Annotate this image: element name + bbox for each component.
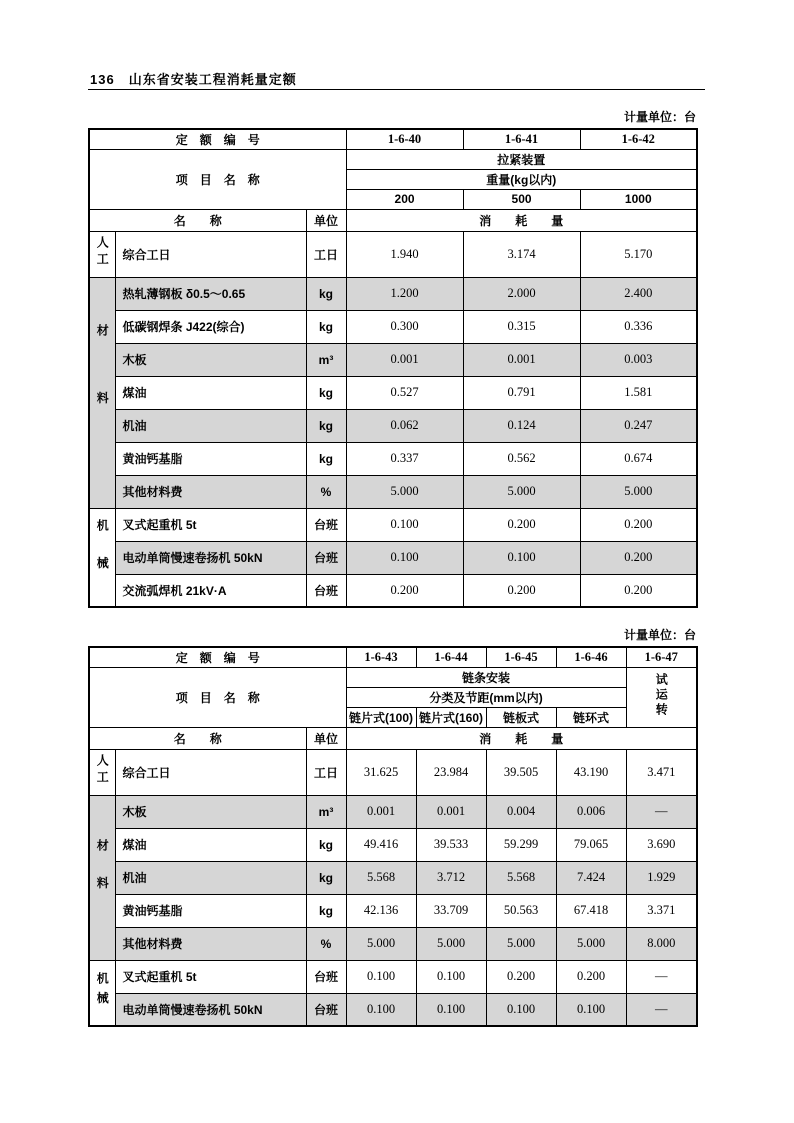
table-row-codes — [89, 129, 697, 149]
unit-cell: 工日 — [306, 231, 346, 277]
item-lastcol-cell — [626, 667, 697, 727]
value-cell: 5.568 — [486, 861, 556, 894]
unit-cell: m³ — [306, 343, 346, 376]
value-cell: 39.505 — [486, 749, 556, 795]
machine-name-cell: 叉式起重机 5t — [115, 508, 306, 541]
quota-code-cell: 1-6-46 — [556, 647, 626, 667]
value-cell: 0.004 — [486, 795, 556, 828]
value-cell: 0.200 — [346, 574, 463, 607]
value-cell: 0.336 — [580, 310, 697, 343]
value-cell: 0.791 — [463, 376, 580, 409]
value-cell: 49.416 — [346, 828, 416, 861]
item-col-cell: 链板式 — [486, 707, 556, 727]
value-cell: 3.690 — [626, 828, 697, 861]
value-cell: 59.299 — [486, 828, 556, 861]
table-row — [89, 343, 697, 376]
material-name-cell: 机油 — [115, 861, 306, 894]
value-cell: 5.000 — [556, 927, 626, 960]
value-cell: 0.200 — [580, 574, 697, 607]
material-name-cell: 煤油 — [115, 828, 306, 861]
unit-header: 单位 — [306, 727, 346, 749]
item-col-cell: 链环式 — [556, 707, 626, 727]
item-col-cell: 500 — [463, 189, 580, 209]
value-cell: 0.200 — [580, 508, 697, 541]
group-label-cell — [89, 508, 115, 607]
value-cell: 42.136 — [346, 894, 416, 927]
machine-name-cell: 电动单筒慢速卷扬机 50kN — [115, 541, 306, 574]
item-col-cell: 1000 — [580, 189, 697, 209]
unit-cell: 台班 — [306, 541, 346, 574]
unit-cell: % — [306, 927, 346, 960]
value-cell: 0.100 — [346, 541, 463, 574]
value-cell: 0.315 — [463, 310, 580, 343]
table-row — [89, 231, 697, 277]
value-cell: 0.100 — [486, 993, 556, 1026]
value-cell: 5.000 — [486, 927, 556, 960]
page-number: 136 — [90, 72, 115, 87]
value-cell: 7.424 — [556, 861, 626, 894]
material-name-cell: 机油 — [115, 409, 306, 442]
unit-cell: kg — [306, 861, 346, 894]
unit-cell: kg — [306, 828, 346, 861]
value-cell: 1.581 — [580, 376, 697, 409]
value-cell: 5.568 — [346, 861, 416, 894]
group-label-cell — [89, 749, 115, 795]
value-cell: 1.200 — [346, 277, 463, 310]
value-cell: 3.471 — [626, 749, 697, 795]
value-cell: 5.000 — [463, 475, 580, 508]
table-row — [89, 310, 697, 343]
item-group-cell: 拉紧装置 — [346, 149, 697, 169]
material-name-cell: 黄油钙基脂 — [115, 442, 306, 475]
machine-name-cell: 叉式起重机 5t — [115, 960, 306, 993]
quota-code-cell: 1-6-41 — [463, 129, 580, 149]
value-cell: 0.062 — [346, 409, 463, 442]
value-cell: — — [626, 795, 697, 828]
value-cell: 0.100 — [346, 508, 463, 541]
item-sub-cell: 重量(kg以内) — [346, 169, 697, 189]
quota-code-cell: 1-6-45 — [486, 647, 556, 667]
quota-code-cell: 1-6-44 — [416, 647, 486, 667]
table-row — [89, 795, 697, 828]
group-label: 人工 — [95, 754, 110, 787]
consumption-header: 消 耗 量 — [346, 727, 697, 749]
material-name-cell: 低碳钢焊条 J422(综合) — [115, 310, 306, 343]
material-name-cell: 热轧薄钢板 δ0.5～0.65 — [115, 277, 306, 310]
quota-table-tensioner — [88, 128, 698, 608]
table-row — [89, 277, 697, 310]
group-label-cell — [89, 231, 115, 277]
unit-cell: kg — [306, 310, 346, 343]
table-row — [89, 508, 697, 541]
value-cell: 2.400 — [580, 277, 697, 310]
material-name-cell: 煤油 — [115, 376, 306, 409]
item-sub-cell: 分类及节距(mm以内) — [346, 687, 626, 707]
unit-cell: kg — [306, 409, 346, 442]
page-header — [90, 69, 297, 88]
machine-name-cell: 电动单筒慢速卷扬机 50kN — [115, 993, 306, 1026]
table-row — [89, 993, 697, 1026]
unit-cell: m³ — [306, 795, 346, 828]
value-cell: 0.001 — [416, 795, 486, 828]
table-row — [89, 927, 697, 960]
value-cell: 79.065 — [556, 828, 626, 861]
header-rule — [88, 89, 705, 90]
group-label: 人工 — [95, 236, 110, 269]
value-cell: 0.001 — [463, 343, 580, 376]
value-cell: 0.100 — [416, 993, 486, 1026]
item-name-label: 项 目 名 称 — [89, 149, 346, 209]
value-cell: 1.940 — [346, 231, 463, 277]
item-group-cell: 链条安装 — [346, 667, 626, 687]
material-name-cell: 黄油钙基脂 — [115, 894, 306, 927]
group-label-cell — [89, 795, 115, 960]
material-name-cell: 其他材料费 — [115, 927, 306, 960]
machine-name-cell: 交流弧焊机 21kV·A — [115, 574, 306, 607]
table-row — [89, 574, 697, 607]
table-row — [89, 409, 697, 442]
value-cell: 0.100 — [346, 960, 416, 993]
value-cell: 0.100 — [463, 541, 580, 574]
value-cell: 31.625 — [346, 749, 416, 795]
unit-header: 单位 — [306, 209, 346, 231]
material-name-cell: 其他材料费 — [115, 475, 306, 508]
item-name-label: 项 目 名 称 — [89, 667, 346, 727]
value-cell: 0.001 — [346, 795, 416, 828]
value-cell: 0.124 — [463, 409, 580, 442]
material-name-cell: 木板 — [115, 343, 306, 376]
table-row — [89, 960, 697, 993]
value-cell: 5.000 — [346, 475, 463, 508]
value-cell: 0.674 — [580, 442, 697, 475]
value-cell: 39.533 — [416, 828, 486, 861]
value-cell: 8.000 — [626, 927, 697, 960]
value-cell: 0.562 — [463, 442, 580, 475]
value-cell: 3.174 — [463, 231, 580, 277]
material-name-cell: 综合工日 — [115, 749, 306, 795]
unit-cell: 台班 — [306, 960, 346, 993]
table-row — [89, 828, 697, 861]
unit-cell: kg — [306, 894, 346, 927]
group-label: 机械 — [95, 518, 110, 593]
table-row-item — [89, 667, 697, 687]
value-cell: 0.200 — [580, 541, 697, 574]
value-cell: 50.563 — [486, 894, 556, 927]
quota-code-cell: 1-6-42 — [580, 129, 697, 149]
group-label: 材料 — [95, 838, 110, 914]
value-cell: 0.527 — [346, 376, 463, 409]
value-cell: 43.190 — [556, 749, 626, 795]
value-cell: 1.929 — [626, 861, 697, 894]
value-cell: 5.000 — [346, 927, 416, 960]
group-label: 材料 — [95, 323, 110, 459]
unit-note-table1: 计量单位：台 — [623, 110, 696, 124]
value-cell: 3.371 — [626, 894, 697, 927]
unit-cell: 台班 — [306, 574, 346, 607]
unit-cell: 台班 — [306, 508, 346, 541]
quota-code-label: 定 额 编 号 — [89, 647, 346, 667]
value-cell: 0.247 — [580, 409, 697, 442]
item-lastcol-label: 试运转 — [654, 673, 669, 718]
value-cell: — — [626, 993, 697, 1026]
value-cell: 0.100 — [416, 960, 486, 993]
value-cell: 0.200 — [463, 574, 580, 607]
item-col-cell: 链片式(160) — [416, 707, 486, 727]
value-cell: 5.000 — [580, 475, 697, 508]
group-label-cell — [89, 960, 115, 1026]
name-header: 名 称 — [89, 727, 306, 749]
value-cell: 33.709 — [416, 894, 486, 927]
value-cell: 67.418 — [556, 894, 626, 927]
value-cell: 0.200 — [556, 960, 626, 993]
document-title: 山东省安装工程消耗量定额 — [128, 72, 297, 87]
value-cell: — — [626, 960, 697, 993]
table-row — [89, 749, 697, 795]
value-cell: 2.000 — [463, 277, 580, 310]
value-cell: 0.200 — [463, 508, 580, 541]
value-cell: 23.984 — [416, 749, 486, 795]
value-cell: 0.337 — [346, 442, 463, 475]
quota-code-cell: 1-6-47 — [626, 647, 697, 667]
quota-code-cell: 1-6-40 — [346, 129, 463, 149]
quota-code-cell: 1-6-43 — [346, 647, 416, 667]
table-row-headers — [89, 209, 697, 231]
value-cell: 5.000 — [416, 927, 486, 960]
value-cell: 3.712 — [416, 861, 486, 894]
quota-table-chain — [88, 646, 698, 1027]
item-col-cell: 链片式(100) — [346, 707, 416, 727]
value-cell: 0.006 — [556, 795, 626, 828]
table-row — [89, 442, 697, 475]
table-row — [89, 861, 697, 894]
material-name-cell: 综合工日 — [115, 231, 306, 277]
table-row-headers — [89, 727, 697, 749]
table-row — [89, 475, 697, 508]
unit-cell: kg — [306, 442, 346, 475]
unit-cell: 台班 — [306, 993, 346, 1026]
group-label-cell — [89, 277, 115, 508]
value-cell: 0.100 — [556, 993, 626, 1026]
value-cell: 0.100 — [346, 993, 416, 1026]
table-row — [89, 376, 697, 409]
unit-cell: kg — [306, 376, 346, 409]
value-cell: 0.300 — [346, 310, 463, 343]
unit-cell: 工日 — [306, 749, 346, 795]
consumption-header: 消 耗 量 — [346, 209, 697, 231]
quota-code-label: 定 额 编 号 — [89, 129, 346, 149]
value-cell: 5.170 — [580, 231, 697, 277]
table-row-item — [89, 149, 697, 169]
unit-cell: kg — [306, 277, 346, 310]
name-header: 名 称 — [89, 209, 306, 231]
group-label: 机械 — [95, 972, 110, 1011]
value-cell: 0.200 — [486, 960, 556, 993]
item-col-cell: 200 — [346, 189, 463, 209]
table-row — [89, 894, 697, 927]
value-cell: 0.003 — [580, 343, 697, 376]
unit-note-table2: 计量单位：台 — [623, 628, 696, 642]
table-row — [89, 541, 697, 574]
material-name-cell: 木板 — [115, 795, 306, 828]
unit-cell: % — [306, 475, 346, 508]
table-row-codes — [89, 647, 697, 667]
value-cell: 0.001 — [346, 343, 463, 376]
